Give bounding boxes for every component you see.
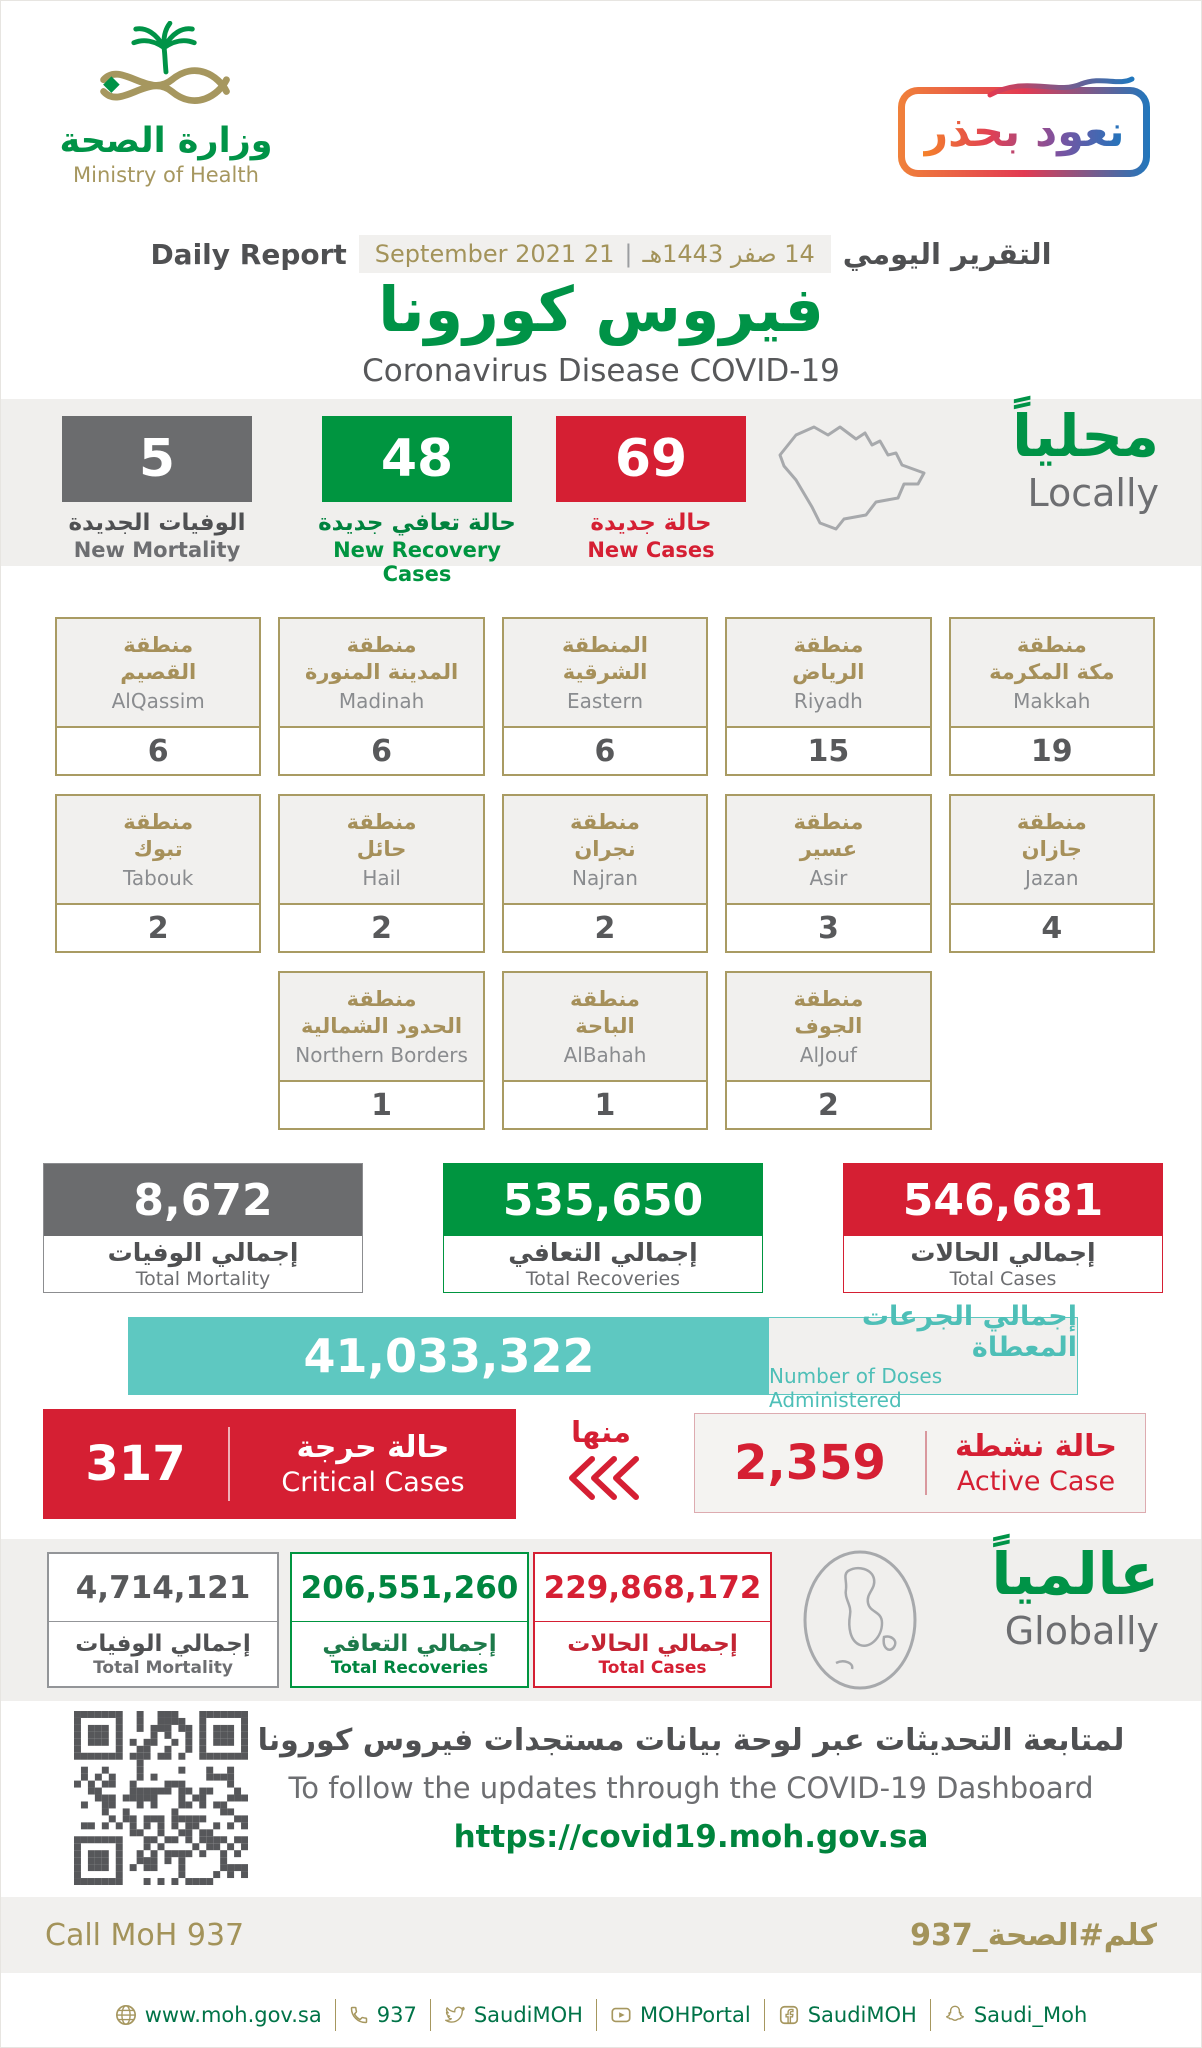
total-recoveries-label-ar: إجمالي التعافي xyxy=(508,1238,698,1267)
doses-label-en: Number of Doses Administered xyxy=(769,1363,943,1412)
badge-swoosh-icon xyxy=(986,73,1136,99)
region-name-en: Makkah xyxy=(1013,689,1091,714)
region-value: 6 xyxy=(147,733,169,769)
region-name-en: Jazan xyxy=(1024,866,1079,891)
new-recovery-label-ar: حالة تعافي جديدة xyxy=(318,510,516,536)
global-cases-box xyxy=(533,1552,772,1688)
new-recovery-value: 48 xyxy=(322,416,512,502)
total-cases-value: 546,681 xyxy=(844,1164,1162,1236)
badge-inner xyxy=(905,94,1143,170)
of-which-label: منها xyxy=(571,1415,631,1449)
region-card-riyadh xyxy=(725,617,931,776)
region-value: 2 xyxy=(594,910,616,946)
new-cases-value: 69 xyxy=(556,416,746,502)
region-value: 1 xyxy=(371,1087,393,1123)
region-value: 2 xyxy=(371,910,393,946)
critical-cases-value: 317 xyxy=(85,1436,186,1492)
region-value: 3 xyxy=(817,910,839,946)
region-name-en: AlBahah xyxy=(563,1043,647,1068)
contact-website[interactable] xyxy=(115,2003,322,2027)
global-mortality-label-en: Total Mortality xyxy=(93,1657,233,1678)
locally-heading xyxy=(1012,402,1159,515)
left-chevrons-icon xyxy=(562,1455,640,1501)
region-name-ar: منطقة حائل xyxy=(346,809,417,861)
region-name-ar: المنطقة الشرقية xyxy=(561,632,649,684)
region-card-najran xyxy=(502,794,708,953)
region-name-en: AlQassim xyxy=(111,689,205,714)
total-mortality-value: 8,672 xyxy=(44,1164,362,1236)
region-card-tabouk xyxy=(55,794,261,953)
region-cards-grid xyxy=(55,617,1155,1130)
contact-label: MOHPortal xyxy=(639,2003,751,2027)
global-cases-label-ar: إجمالي الحالات xyxy=(567,1630,738,1657)
new-mortality-value: 5 xyxy=(62,416,252,502)
region-name-en: Hail xyxy=(362,866,401,891)
critical-cases-label-ar: حالة حرجة xyxy=(296,1430,450,1465)
daily-report-arabic: التقرير اليومي xyxy=(842,237,1052,271)
active-cases-label-en: Active Case xyxy=(956,1466,1116,1497)
contact-youtube[interactable] xyxy=(610,2003,751,2027)
region-name-ar: منطقة الجوف xyxy=(793,986,864,1038)
daily-report-english: Daily Report xyxy=(150,237,347,271)
region-value: 6 xyxy=(594,733,616,769)
new-mortality-stat xyxy=(51,416,263,562)
globally-heading xyxy=(991,1540,1159,1653)
global-cases-value: 229,868,172 xyxy=(535,1554,770,1622)
region-card-albahah xyxy=(502,971,708,1130)
gregorian-date: 21 September 2021 xyxy=(374,240,615,268)
hijri-date: 14 صفر 1443هـ xyxy=(642,240,815,268)
region-name-ar: منطقة تبوك xyxy=(123,809,194,861)
critical-cases-box xyxy=(43,1409,516,1519)
total-recoveries-label-en: Total Recoveries xyxy=(525,1268,681,1290)
region-card-alqassim xyxy=(55,617,261,776)
doses-administered-bar xyxy=(128,1300,1078,1412)
contact-label: SaudiMOH xyxy=(807,2003,917,2027)
region-value: 2 xyxy=(817,1087,839,1123)
critical-cases-label-en: Critical Cases xyxy=(281,1467,465,1498)
locally-heading-ar: محلياً xyxy=(1012,402,1159,470)
globe-icon xyxy=(115,2004,137,2026)
call-moh-arabic: كلم#الصحة_937 xyxy=(910,1917,1157,1953)
region-card-jazan xyxy=(949,794,1155,953)
page-title-english: Coronavirus Disease COVID-19 xyxy=(362,353,840,389)
contact-label: Saudi_Moh xyxy=(973,2003,1088,2027)
global-mortality-label-ar: إجمالي الوفيات xyxy=(75,1630,251,1657)
region-name-ar: منطقة عسير xyxy=(793,809,864,861)
phone-icon xyxy=(349,2005,369,2025)
youtube-icon xyxy=(610,2004,632,2026)
region-card-madinah xyxy=(278,617,484,776)
new-recovery-stat xyxy=(311,416,523,586)
doses-label-ar: إجمالي الجرعات المعطاة xyxy=(861,1300,1077,1363)
contact-twitter[interactable] xyxy=(444,2003,583,2027)
date-separator: | xyxy=(624,240,633,268)
page-title-arabic: فيروس كورونا xyxy=(378,273,824,346)
separator xyxy=(930,1999,931,2031)
region-name-en: Tabouk xyxy=(123,866,194,891)
region-card-makkah xyxy=(949,617,1155,776)
total-cases-label-ar: إجمالي الحالات xyxy=(910,1238,1096,1267)
of-which-connector xyxy=(549,1415,653,1505)
region-card-aljouf xyxy=(725,971,931,1130)
contacts-row xyxy=(1,1999,1201,2031)
locally-heading-en: Locally xyxy=(1027,470,1159,515)
report-date-box xyxy=(359,235,831,273)
contact-label: www.moh.gov.sa xyxy=(144,2003,322,2027)
region-name-en: Asir xyxy=(809,866,848,891)
total-mortality-label-ar: إجمالي الوفيات xyxy=(107,1238,299,1267)
call-moh-bar xyxy=(1,1897,1201,1973)
region-value: 15 xyxy=(807,733,850,769)
global-recoveries-label-en: Total Recoveries xyxy=(330,1657,489,1678)
region-name-ar: منطقة الباحة xyxy=(570,986,640,1038)
globe-icon xyxy=(796,1545,924,1695)
twitter-icon xyxy=(444,2004,466,2026)
snapchat-icon xyxy=(944,2004,966,2026)
dashboard-url-link[interactable]: https://covid19.moh.gov.sa xyxy=(453,1819,929,1855)
active-cases-box xyxy=(694,1413,1146,1513)
contact-facebook[interactable] xyxy=(778,2003,917,2027)
doses-value: 41,033,322 xyxy=(129,1318,769,1394)
globally-heading-en: Globally xyxy=(1004,1608,1159,1653)
global-mortality-value: 4,714,121 xyxy=(49,1554,277,1622)
region-card-eastern xyxy=(502,617,708,776)
region-name-ar: منطقة مكة المكرمة xyxy=(989,632,1115,684)
contact-label: SaudiMOH xyxy=(473,2003,583,2027)
region-name-en: Northern Borders xyxy=(295,1043,468,1068)
badge-text: نعود بحذر xyxy=(923,107,1125,157)
contact-snapchat[interactable] xyxy=(944,2003,1087,2027)
new-mortality-label-en: New Mortality xyxy=(73,538,241,562)
dashboard-note-ar: لمتابعة التحديثات عبر لوحة بيانات مستجدات فيروس كورونا xyxy=(257,1723,1125,1758)
global-recoveries-value: 206,551,260 xyxy=(292,1554,527,1622)
facebook-icon xyxy=(778,2004,800,2026)
global-recoveries-box xyxy=(290,1552,529,1688)
new-cases-label-ar: حالة جديدة xyxy=(590,510,712,536)
region-card-northern-borders xyxy=(278,971,484,1130)
new-cases-stat xyxy=(545,416,757,562)
return-with-caution-badge xyxy=(898,87,1150,177)
new-recovery-label-en: New Recovery Cases xyxy=(333,538,501,586)
total-recoveries-value: 535,650 xyxy=(444,1164,762,1236)
globally-band xyxy=(1,1539,1201,1701)
contact-phone[interactable] xyxy=(349,2003,417,2027)
globally-heading-ar: عالمياً xyxy=(991,1540,1159,1608)
region-name-ar: منطقة الحدود الشمالية xyxy=(301,986,463,1038)
new-cases-label-en: New Cases xyxy=(587,538,715,562)
active-cases-label-ar: حالة نشطة xyxy=(955,1429,1117,1464)
separator xyxy=(764,1999,765,2031)
total-mortality-label-en: Total Mortality xyxy=(135,1268,271,1290)
total-recoveries-box xyxy=(443,1163,763,1293)
separator xyxy=(430,1999,431,2031)
separator xyxy=(596,1999,597,2031)
qr-code xyxy=(74,1711,248,1885)
total-cases-label-en: Total Cases xyxy=(949,1268,1057,1290)
region-value: 2 xyxy=(147,910,169,946)
locally-band xyxy=(1,399,1201,586)
global-cases-label-en: Total Cases xyxy=(598,1657,707,1678)
total-mortality-box xyxy=(43,1163,363,1293)
report-date-line xyxy=(1,235,1201,273)
dashboard-note-en: To follow the updates through the COVID-19 Dashboard xyxy=(288,1771,1094,1805)
total-cases-box xyxy=(843,1163,1163,1293)
region-value: 1 xyxy=(594,1087,616,1123)
region-name-ar: منطقة المدينة المنورة xyxy=(305,632,459,684)
region-card-hail xyxy=(278,794,484,953)
global-mortality-box xyxy=(47,1552,279,1688)
region-name-en: AlJouf xyxy=(799,1043,857,1068)
contact-label: 937 xyxy=(376,2003,417,2027)
saudi-arabia-map-icon xyxy=(766,407,938,555)
region-name-en: Najran xyxy=(572,866,638,891)
region-name-ar: منطقة نجران xyxy=(570,809,640,861)
region-name-en: Riyadh xyxy=(793,689,863,714)
new-mortality-label-ar: الوفيات الجديدة xyxy=(68,510,246,536)
logo-title-arabic: وزارة الصحة xyxy=(59,121,273,161)
moh-emblem-icon xyxy=(88,21,244,121)
region-value: 4 xyxy=(1041,910,1063,946)
separator xyxy=(335,1999,336,2031)
global-recoveries-label-ar: إجمالي التعافي xyxy=(322,1630,497,1657)
region-card-asir xyxy=(725,794,931,953)
moh-logo xyxy=(47,21,285,187)
region-value: 6 xyxy=(371,733,393,769)
region-value: 19 xyxy=(1030,733,1073,769)
region-name-en: Madinah xyxy=(338,689,425,714)
active-cases-value: 2,359 xyxy=(734,1435,886,1491)
region-name-ar: منطقة جازان xyxy=(1016,809,1087,861)
region-name-en: Eastern xyxy=(566,689,643,714)
region-name-ar: منطقة الرياض xyxy=(792,632,865,684)
region-name-ar: منطقة القصيم xyxy=(120,632,197,684)
logo-title-english: Ministry of Health xyxy=(73,163,259,187)
call-moh-english: Call MoH 937 xyxy=(45,1917,245,1953)
